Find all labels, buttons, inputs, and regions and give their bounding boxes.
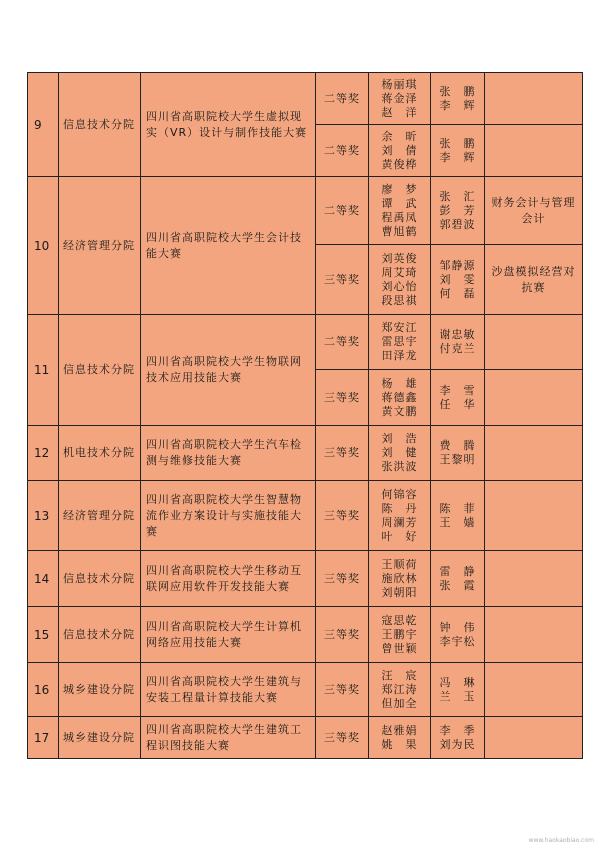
student-names <box>369 370 431 426</box>
student-name: 赵 洋 <box>381 105 418 119</box>
student-names <box>369 551 431 607</box>
student-name: 杨 雄 <box>381 376 418 390</box>
teacher-names <box>431 177 485 245</box>
award-level: 二等奖 <box>316 177 369 245</box>
student-name: 刘朝阳 <box>381 585 418 599</box>
student-name: 陈 丹 <box>381 501 418 515</box>
department: 信息技术分院 <box>59 73 141 177</box>
note <box>485 315 583 370</box>
competition-name: 四川省高职院校大学生移动互联网应用软件开发技能大赛 <box>141 551 316 607</box>
student-name: 刘 浩 <box>381 432 418 445</box>
student-name: 雷思宇 <box>381 335 418 348</box>
teacher-names <box>431 481 485 551</box>
student-names <box>369 315 431 370</box>
student-names <box>369 717 431 759</box>
student-name: 但加全 <box>381 696 418 710</box>
student-name: 王鹏宇 <box>381 627 418 641</box>
teacher-names <box>431 125 485 177</box>
student-name: 蒋金泽 <box>381 91 418 105</box>
student-names <box>369 245 431 315</box>
student-name: 黄文鹏 <box>381 404 418 418</box>
note <box>485 607 583 663</box>
teacher-names <box>431 73 485 125</box>
teacher-name: 李 雪 <box>439 383 476 397</box>
student-names <box>369 426 431 481</box>
student-name: 曾世颖 <box>381 641 418 655</box>
student-name: 曹旭鹤 <box>381 224 418 238</box>
teacher-name: 雷 静 <box>439 564 476 578</box>
award-level: 三等奖 <box>316 607 369 663</box>
note: 财务会计与管理会计 <box>485 177 583 245</box>
award-level: 二等奖 <box>316 73 369 125</box>
student-name: 田泽龙 <box>381 349 418 362</box>
student-names <box>369 73 431 125</box>
award-level: 三等奖 <box>316 426 369 481</box>
note: 沙盘模拟经营对抗赛 <box>485 245 583 315</box>
teacher-name: 彭 芳 <box>439 203 476 217</box>
teacher-name: 刘 雯 <box>439 272 476 286</box>
teacher-name: 任 华 <box>439 397 476 411</box>
teacher-name: 王黎明 <box>439 453 476 466</box>
competition-name: 四川省高职院校大学生汽车检测与维修技能大赛 <box>141 426 316 481</box>
student-name: 周澜芳 <box>381 515 418 529</box>
note <box>485 551 583 607</box>
note <box>485 370 583 426</box>
teacher-names <box>431 607 485 663</box>
teacher-name: 李 辉 <box>439 150 476 164</box>
student-name: 黄俊桦 <box>381 157 418 171</box>
department: 信息技术分院 <box>59 551 141 607</box>
student-name: 王顺荷 <box>381 557 418 571</box>
student-name: 张洪波 <box>381 460 418 473</box>
student-name: 程禹凤 <box>381 210 418 224</box>
student-name: 赵雅娟 <box>381 723 418 737</box>
award-level: 二等奖 <box>316 125 369 177</box>
table-row <box>28 177 583 245</box>
competition-name: 四川省高职院校大学生虚拟现实（VR）设计与制作技能大赛 <box>141 73 316 177</box>
student-name: 蒋德鑫 <box>381 390 418 404</box>
teacher-names <box>431 551 485 607</box>
student-name: 郑江涛 <box>381 682 418 696</box>
table-row <box>28 663 583 717</box>
teacher-name: 郭碧波 <box>439 217 476 231</box>
teacher-name: 何 磊 <box>439 286 476 300</box>
student-name: 寇思乾 <box>381 613 418 627</box>
department: 城乡建设分院 <box>59 663 141 717</box>
student-name: 姚 果 <box>381 737 418 751</box>
award-table <box>27 72 583 759</box>
competition-name: 四川省高职院校大学生计算机网络应用技能大赛 <box>141 607 316 663</box>
department: 经济管理分院 <box>59 481 141 551</box>
student-name: 刘英俊 <box>381 251 418 265</box>
competition-name: 四川省高职院校大学生会计技能大赛 <box>141 177 316 315</box>
teacher-name: 邹静源 <box>439 258 476 272</box>
award-level: 三等奖 <box>316 481 369 551</box>
student-names <box>369 177 431 245</box>
student-name: 何锦容 <box>381 487 418 501</box>
competition-name: 四川省高职院校大学生物联网技术应用技能大赛 <box>141 315 316 426</box>
teacher-name: 李 辉 <box>439 98 476 112</box>
student-name: 周艾琦 <box>381 265 418 279</box>
teacher-names <box>431 426 485 481</box>
table-row <box>28 426 583 481</box>
teacher-name: 陈 菲 <box>439 501 476 515</box>
table-row <box>28 73 583 125</box>
department: 城乡建设分院 <box>59 717 141 759</box>
competition-name: 四川省高职院校大学生建筑与安装工程量计算技能大赛 <box>141 663 316 717</box>
award-level: 三等奖 <box>316 370 369 426</box>
department: 经济管理分院 <box>59 177 141 315</box>
row-number: 17 <box>28 717 59 759</box>
row-number: 15 <box>28 607 59 663</box>
row-number: 12 <box>28 426 59 481</box>
table-row <box>28 315 583 370</box>
student-name: 刘 倩 <box>381 143 418 157</box>
student-name: 段思祺 <box>381 293 418 307</box>
teacher-name: 张 霞 <box>439 578 476 592</box>
student-names <box>369 481 431 551</box>
award-level: 二等奖 <box>316 315 369 370</box>
table-row <box>28 717 583 759</box>
award-level: 三等奖 <box>316 245 369 315</box>
table-row <box>28 607 583 663</box>
student-names <box>369 125 431 177</box>
student-name: 叶 好 <box>381 529 418 543</box>
student-name: 刘 健 <box>381 446 418 459</box>
table-row <box>28 551 583 607</box>
teacher-name: 钟 伟 <box>439 620 476 634</box>
row-number: 9 <box>28 73 59 177</box>
note <box>485 663 583 717</box>
table-row <box>28 481 583 551</box>
student-name: 廖 梦 <box>381 182 418 196</box>
student-name: 施欣林 <box>381 571 418 585</box>
teacher-name: 冯 琳 <box>439 675 476 689</box>
competition-name: 四川省高职院校大学生智慧物流作业方案设计与实施技能大赛 <box>141 481 316 551</box>
note <box>485 426 583 481</box>
teacher-name: 费 腾 <box>439 439 476 452</box>
row-number: 16 <box>28 663 59 717</box>
student-name: 刘心怡 <box>381 279 418 293</box>
department: 机电技术分院 <box>59 426 141 481</box>
teacher-names <box>431 245 485 315</box>
teacher-names <box>431 315 485 370</box>
student-names <box>369 663 431 717</box>
teacher-names <box>431 370 485 426</box>
teacher-name: 兰 玉 <box>439 689 476 703</box>
teacher-name: 谢忠敏 <box>439 328 476 341</box>
award-level: 三等奖 <box>316 717 369 759</box>
teacher-name: 李 季 <box>439 723 476 737</box>
row-number: 14 <box>28 551 59 607</box>
note <box>485 125 583 177</box>
department: 信息技术分院 <box>59 315 141 426</box>
teacher-name: 李宇松 <box>439 634 476 648</box>
teacher-name: 王 嫱 <box>439 515 476 529</box>
department: 信息技术分院 <box>59 607 141 663</box>
competition-name: 四川省高职院校大学生建筑工程识图技能大赛 <box>141 717 316 759</box>
teacher-name: 刘为民 <box>439 737 476 751</box>
teacher-name: 付克兰 <box>439 342 476 355</box>
award-level: 三等奖 <box>316 663 369 717</box>
teacher-name: 张 鹏 <box>439 136 476 150</box>
student-name: 汪 宸 <box>381 668 418 682</box>
teacher-names <box>431 663 485 717</box>
teacher-names <box>431 717 485 759</box>
student-name: 谭 武 <box>381 196 418 210</box>
row-number: 11 <box>28 315 59 426</box>
watermark: www.haokaobiao.com <box>528 837 594 844</box>
award-level: 三等奖 <box>316 551 369 607</box>
row-number: 13 <box>28 481 59 551</box>
note <box>485 717 583 759</box>
row-number: 10 <box>28 177 59 315</box>
teacher-name: 张 鹏 <box>439 84 476 98</box>
student-name: 余 昕 <box>381 129 418 143</box>
student-names <box>369 607 431 663</box>
note <box>485 481 583 551</box>
student-name: 杨丽琪 <box>381 77 418 91</box>
teacher-name: 张 汇 <box>439 189 476 203</box>
note <box>485 73 583 125</box>
student-name: 郑安江 <box>381 321 418 334</box>
